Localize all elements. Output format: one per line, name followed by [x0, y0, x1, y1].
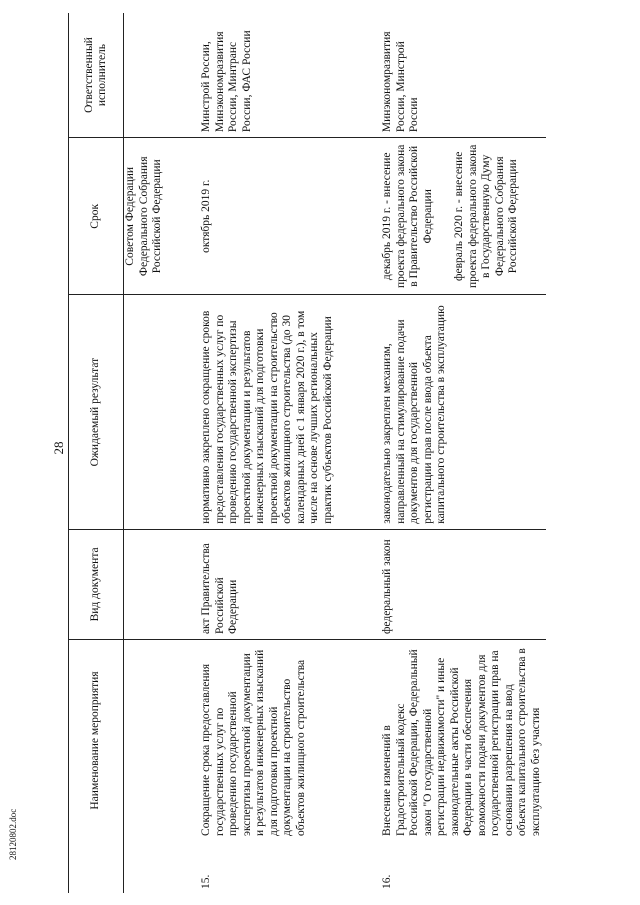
row-term: октябрь 2019 г.: [188, 138, 373, 295]
row-doc-type: федеральный закон: [373, 529, 546, 639]
row-doc-type: акт Правительства Российской Федерации: [188, 529, 373, 639]
row-result: законодательно закреплен механизм, направленный на стимулирование подачи документов для государственной регистрации прав после ввода объекта капитального строительства в эксплуатацию: [373, 295, 546, 529]
row-responsible: Минэкономразвития России, Минстрой России: [373, 13, 546, 138]
page-number: 28: [51, 441, 66, 455]
measures-table: [68, 13, 546, 893]
header-doc-type: Вид документа: [69, 529, 124, 639]
row-result: нормативно закреплено сокращение сроков предоставления государственных услуг по проведению государственной экспертизы проектной документации и результатов инженерных изысканий для подготовки проектной документации на строительство объектов жилищного строительства (до 30 календарных дней с 1 января 2020 г.), в том числе на основе лучших региональных практик субъектов Российской Федерации: [188, 295, 373, 529]
measures-table-page: [68, 13, 628, 893]
carry-over-term: Советом Федерации Федерального Собрания Российской Федерации: [124, 138, 189, 295]
table-row: [188, 13, 373, 893]
row-name: Сокращение срока предоставления государственных услуг по проведению государственной экспертизы проектной документации и результатов инженерных изысканий для подготовки проектной документации на строительство объектов жилищного строительства: [200, 649, 307, 836]
row-responsible: Минстрой России, Минэкономразвития России, Минтранс России, ФАС России: [188, 13, 373, 138]
header-term: Срок: [69, 138, 124, 295]
row-number: 15.: [200, 874, 212, 889]
table-row: [373, 13, 546, 893]
table-header: [69, 13, 124, 893]
row-term-first: декабрь 2019 г. - внесение проекта федерального закона в Правительство Российской Федерации: [381, 144, 434, 288]
row-term-second: февраль 2020 г. - внесение проекта федерального закона в Государственную Думу Федерального Собрания Российской Федерации: [453, 144, 519, 288]
row-term: [373, 138, 546, 295]
header-number: [69, 841, 124, 893]
table-row-carry-over: [124, 13, 189, 893]
footer-doc-code: 28120802.doc: [8, 808, 18, 860]
row-number: 16.: [381, 874, 393, 889]
row-name: Внесение изменений в Градостроительный кодекс Российской Федерации, Федеральный закон "О государственной регистрации недвижимости" и иные законодательные акты Российской Федерации в части обеспечения возможности подачи документов для государственной регистрации прав на основании разрешения на ввод объекта капитального строительства в эксплуатацию без участия: [381, 648, 542, 836]
header-responsible: Ответственный исполнитель: [69, 13, 124, 138]
header-result: Ожидаемый результат: [69, 295, 124, 529]
header-name: Наименование мероприятия: [69, 640, 124, 841]
